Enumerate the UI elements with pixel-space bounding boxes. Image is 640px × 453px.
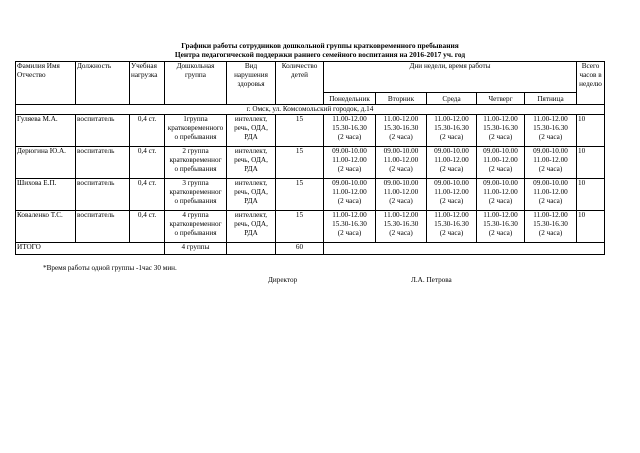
document-title-line-1: Графики работы сотрудников дошкольной группы кратковременного пребывания <box>181 41 459 50</box>
total-groups: 4 группы <box>165 243 227 255</box>
total-empty-cell <box>324 243 605 255</box>
day-header: Четверг <box>477 93 525 105</box>
total-label: ИТОГО <box>16 243 165 255</box>
employee-name: Коваленко Т.С. <box>16 211 76 243</box>
employee-position: воспитатель <box>76 211 130 243</box>
schedule-cell: 09.00-10.00 11.00-12.00 (2 часа) <box>477 147 525 179</box>
day-header: Вторник <box>376 93 427 105</box>
schedule-cell: 11.00-12.00 15.30-16.30 (2 часа) <box>427 211 477 243</box>
header-position: Должность <box>76 62 130 105</box>
total-empty-cell <box>227 243 276 255</box>
employee-position: воспитатель <box>76 115 130 147</box>
total-hours: 10 <box>577 179 605 211</box>
schedule-cell: 11.00-12.00 15.30-16.30 (2 часа) <box>324 211 376 243</box>
location-row <box>16 105 605 115</box>
group-cell: 3 группа кратковременног о пребывания <box>165 179 227 211</box>
header-name: Фамилия Имя Отчество <box>16 62 76 105</box>
director-name: Л.А. Петрова <box>411 276 452 284</box>
schedule-cell: 09.00-10.00 11.00-12.00 (2 часа) <box>376 179 427 211</box>
header-days: Дни недели, время работы <box>324 62 577 93</box>
schedule-cell: 09.00-10.00 11.00-12.00 (2 часа) <box>477 179 525 211</box>
location-cell: г. Омск, ул. Комсомольский городок, д.14 <box>16 105 605 115</box>
day-header: Понедельник <box>324 93 376 105</box>
schedule-cell: 11.00-12.00 15.30-16.30 (2 часа) <box>477 211 525 243</box>
total-hours: 10 <box>577 115 605 147</box>
employee-position: воспитатель <box>76 147 130 179</box>
header-row <box>16 62 605 93</box>
employee-load: 0,4 ст. <box>130 147 165 179</box>
header-load: Учебная нагрузка <box>130 62 165 105</box>
employee-name: Шихова Е.П. <box>16 179 76 211</box>
table-row <box>16 211 605 243</box>
schedule-cell: 09.00-10.00 11.00-12.00 (2 часа) <box>427 147 477 179</box>
day-header: Пятница <box>525 93 577 105</box>
employee-load: 0,4 ст. <box>130 211 165 243</box>
employee-position: воспитатель <box>76 179 130 211</box>
schedule-cell: 09.00-10.00 11.00-12.00 (2 часа) <box>427 179 477 211</box>
children-count: 15 <box>276 211 324 243</box>
schedule-cell: 09.00-10.00 11.00-12.00 (2 часа) <box>324 179 376 211</box>
schedule-cell: 11.00-12.00 15.30-16.30 (2 часа) <box>427 115 477 147</box>
total-children: 60 <box>276 243 324 255</box>
employee-load: 0,4 ст. <box>130 115 165 147</box>
header-children: Количество детей <box>276 62 324 105</box>
schedule-cell: 11.00-12.00 15.30-16.30 (2 часа) <box>525 115 577 147</box>
table-row <box>16 115 605 147</box>
total-row <box>16 243 605 255</box>
group-cell: 4 группа кратковременног о пребывания <box>165 211 227 243</box>
schedule-cell: 09.00-10.00 11.00-12.00 (2 часа) <box>376 147 427 179</box>
document-title-line-2: Центра педагогической поддержки раннего семейного воспитания на 2016-2017 уч. год <box>174 50 466 59</box>
group-cell: 2 группа кратковременног о пребывания <box>165 147 227 179</box>
schedule-cell: 11.00-12.00 15.30-16.30 (2 часа) <box>376 211 427 243</box>
employee-name: Гуляева М.А. <box>16 115 76 147</box>
director-label: Директор <box>268 276 298 284</box>
schedule-cell: 11.00-12.00 15.30-16.30 (2 часа) <box>525 211 577 243</box>
schedule-cell: 09.00-10.00 11.00-12.00 (2 часа) <box>525 179 577 211</box>
total-hours: 10 <box>577 147 605 179</box>
table-row <box>16 179 605 211</box>
schedule-cell: 11.00-12.00 15.30-16.30 (2 часа) <box>376 115 427 147</box>
disorder-cell: интеллект, речь, ОДА, РДА <box>227 147 276 179</box>
day-header: Среда <box>427 93 477 105</box>
disorder-cell: интеллект, речь, ОДА, РДА <box>227 115 276 147</box>
employee-name: Дерюгина Ю.А. <box>16 147 76 179</box>
footnote: *Время работы одной группы -1час 30 мин. <box>43 264 177 272</box>
table-row <box>16 147 605 179</box>
header-group: Дошкольная группа <box>165 62 227 105</box>
schedule-cell: 09.00-10.00 11.00-12.00 (2 часа) <box>525 147 577 179</box>
schedule-cell: 11.00-12.00 15.30-16.30 (2 часа) <box>324 115 376 147</box>
header-total-hours: Всего часов в неделю <box>577 62 605 105</box>
children-count: 15 <box>276 115 324 147</box>
disorder-cell: интеллект, речь, ОДА, РДА <box>227 179 276 211</box>
employee-load: 0,4 ст. <box>130 179 165 211</box>
children-count: 15 <box>276 147 324 179</box>
children-count: 15 <box>276 179 324 211</box>
group-cell: 1группа кратковременного о пребывания <box>165 115 227 147</box>
disorder-cell: интеллект, речь, ОДА, РДА <box>227 211 276 243</box>
schedule-cell: 09.00-10.00 11.00-12.00 (2 часа) <box>324 147 376 179</box>
total-hours: 10 <box>577 211 605 243</box>
schedule-cell: 11.00-12.00 15.30-16.30 (2 часа) <box>477 115 525 147</box>
schedule-table <box>15 61 605 255</box>
header-disorder: Вид нарушения здоровья <box>227 62 276 105</box>
